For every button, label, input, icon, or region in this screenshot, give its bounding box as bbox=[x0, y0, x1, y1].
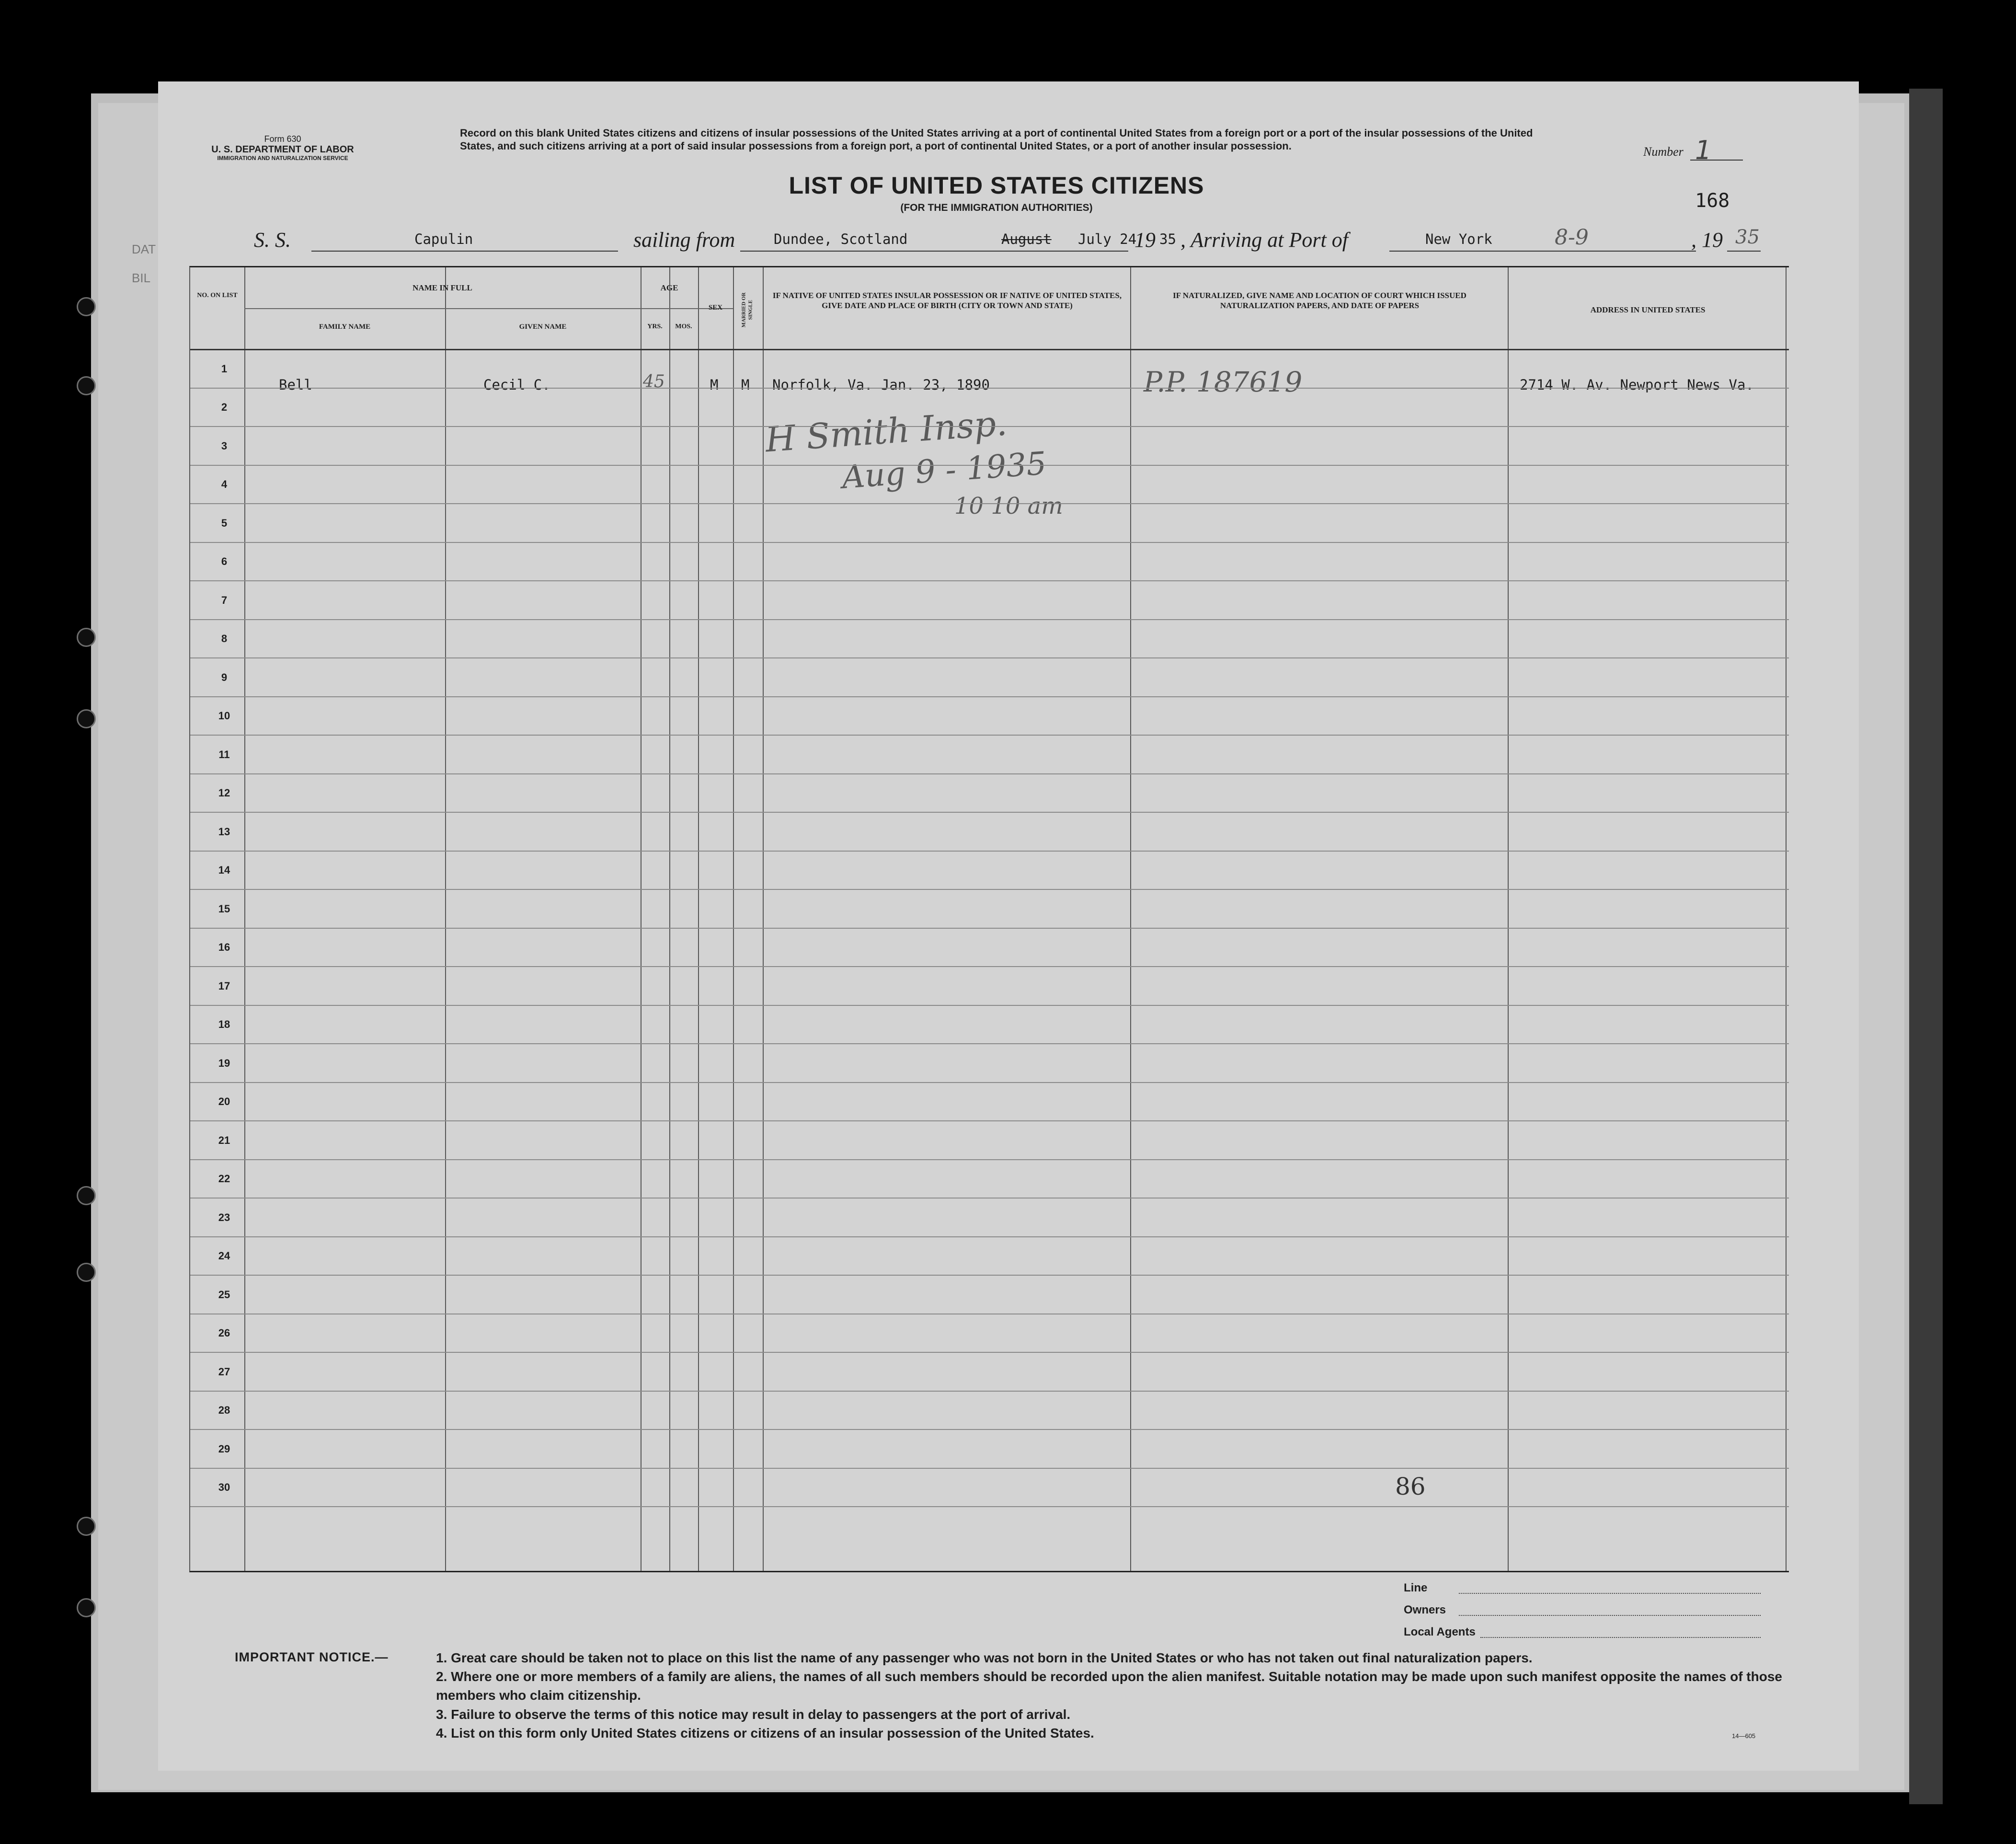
footer-label-owners: Owners bbox=[1404, 1603, 1446, 1616]
row-number: 26 bbox=[218, 1327, 230, 1339]
entry-address: 2714 W. Av. Newport News Va. bbox=[1520, 377, 1754, 393]
col-yrs: YRS. bbox=[647, 323, 663, 330]
col-address: ADDRESS IN UNITED STATES bbox=[1590, 305, 1706, 314]
row-rule bbox=[190, 1159, 1789, 1160]
row-number: 7 bbox=[221, 594, 228, 606]
row-number: 8 bbox=[221, 633, 228, 645]
entry-birth: Norfolk, Va. Jan. 23, 1890 bbox=[772, 377, 990, 393]
footer-label-line: Line bbox=[1404, 1581, 1428, 1594]
col-family-name: FAMILY NAME bbox=[319, 323, 371, 331]
punch-hole bbox=[77, 628, 96, 647]
service: IMMIGRATION AND NATURALIZATION SERVICE bbox=[217, 154, 348, 161]
row-number: 27 bbox=[218, 1365, 230, 1378]
row-rule bbox=[190, 1082, 1789, 1083]
form-number: Form 630 bbox=[264, 134, 301, 144]
punch-hole bbox=[77, 1186, 96, 1205]
side-mark: BIL bbox=[132, 271, 151, 285]
ship-name: Capulin bbox=[414, 231, 473, 247]
row-number: 17 bbox=[218, 980, 230, 992]
row-number: 19 bbox=[218, 1057, 230, 1069]
column-divider bbox=[763, 267, 764, 1571]
punch-hole bbox=[77, 376, 96, 395]
page-title: LIST OF UNITED STATES CITIZENS bbox=[789, 172, 1204, 199]
column-divider bbox=[1130, 267, 1131, 1571]
row-rule bbox=[190, 1120, 1789, 1121]
form-issuer bbox=[196, 134, 369, 161]
column-divider bbox=[445, 267, 446, 1571]
row-number: 12 bbox=[218, 787, 230, 799]
row-rule bbox=[190, 889, 1789, 890]
notice-item: 3. Failure to observe the terms of this notice may result in delay to passengers at the port of arrival. bbox=[436, 1706, 1071, 1722]
entry-sex: M bbox=[710, 377, 719, 393]
row-rule bbox=[190, 966, 1789, 967]
row-rule bbox=[190, 1198, 1789, 1199]
notice-item: 4. List on this form only United States citizens or citizens of an insular possession of the United States. bbox=[436, 1725, 1094, 1740]
inspection-time: 10 10 am bbox=[954, 493, 1063, 519]
row-rule bbox=[190, 388, 1789, 389]
column-divider bbox=[733, 267, 734, 1571]
column-divider bbox=[1786, 267, 1787, 1571]
row-rule bbox=[190, 542, 1789, 543]
row-number: 24 bbox=[218, 1250, 230, 1262]
row-rule bbox=[190, 773, 1789, 774]
row-number: 13 bbox=[218, 825, 230, 838]
arrival-date: 8-9 bbox=[1555, 225, 1589, 250]
column-divider bbox=[698, 267, 699, 1571]
row-rule bbox=[190, 812, 1789, 813]
row-rule bbox=[190, 696, 1789, 697]
row-number: 6 bbox=[221, 555, 228, 567]
row-number: 22 bbox=[218, 1173, 230, 1185]
year-prefix: 19 bbox=[1134, 228, 1156, 252]
row-number: 3 bbox=[221, 439, 228, 452]
passenger-table bbox=[189, 266, 1789, 1572]
row-number: 14 bbox=[218, 864, 230, 876]
row-rule bbox=[190, 1429, 1789, 1430]
footer-line bbox=[1404, 1581, 1476, 1603]
notice-item: 1. Great care should be taken not to place on this list the name of any passenger who was not born in the United States or who has not taken out final naturalization papers. bbox=[436, 1650, 1533, 1665]
ss-label: S. S. bbox=[254, 228, 291, 252]
row-rule bbox=[190, 580, 1789, 581]
ship-underline bbox=[311, 251, 618, 252]
row-number: 2 bbox=[221, 401, 228, 413]
port-from: Dundee, Scotland bbox=[774, 231, 908, 247]
row-number: 9 bbox=[221, 671, 228, 683]
row-rule bbox=[190, 1043, 1789, 1044]
header-bottom-rule bbox=[190, 349, 1789, 350]
row-rule bbox=[190, 1391, 1789, 1392]
row-number: 30 bbox=[218, 1481, 230, 1493]
col-birth: IF NATIVE OF UNITED STATES INSULAR POSSESSION OR IF NATIVE OF UNITED STATES, GIVE DATE AND PLACE OF BIRTH (CITY OR TOWN AND STATE) bbox=[772, 291, 1122, 311]
binder-edge bbox=[1909, 89, 1943, 1804]
page-number: 168 bbox=[1695, 190, 1730, 212]
port-to: New York bbox=[1425, 231, 1492, 247]
row-rule bbox=[190, 851, 1789, 852]
departure-year: 35 bbox=[1159, 231, 1176, 247]
row-rule bbox=[190, 619, 1789, 620]
footer-fields bbox=[1404, 1581, 1476, 1648]
col-name-in-full: NAME IN FULL bbox=[412, 283, 472, 292]
entry-age: 45 bbox=[643, 372, 665, 392]
row-rule bbox=[190, 1352, 1789, 1353]
col-age: AGE bbox=[660, 283, 678, 292]
entry-given-name: Cecil C. bbox=[483, 377, 550, 393]
number-underline bbox=[1690, 160, 1743, 161]
inspection-date: Aug 9 - 1935 bbox=[840, 445, 1048, 496]
header-subrule bbox=[244, 308, 733, 309]
row-number: 25 bbox=[218, 1288, 230, 1301]
row-rule bbox=[190, 928, 1789, 929]
arrival-underline bbox=[1389, 251, 1696, 252]
col-naturalized: IF NATURALIZED, GIVE NAME AND LOCATION OF COURT WHICH ISSUED NATURALIZATION PAPERS, AND DATE OF PAPERS bbox=[1173, 291, 1466, 311]
row-rule bbox=[190, 657, 1789, 658]
row-rule bbox=[190, 1275, 1789, 1276]
page-subtitle: (FOR THE IMMIGRATION AUTHORITIES) bbox=[900, 202, 1093, 213]
notice-heading: IMPORTANT NOTICE.— bbox=[235, 1650, 389, 1664]
column-divider bbox=[244, 267, 245, 1571]
row-number: 20 bbox=[218, 1095, 230, 1107]
department: U. S. DEPARTMENT OF LABOR bbox=[211, 144, 354, 155]
footer-owners bbox=[1404, 1603, 1476, 1625]
row-number: 15 bbox=[218, 902, 230, 915]
row-number: 10 bbox=[218, 710, 230, 722]
row-number: 28 bbox=[218, 1404, 230, 1416]
side-mark: DAT bbox=[132, 242, 156, 256]
row-rule bbox=[190, 465, 1789, 466]
row-rule bbox=[190, 735, 1789, 736]
entry-marital: M bbox=[741, 377, 750, 393]
notice-items bbox=[436, 1648, 1816, 1742]
row-number: 16 bbox=[218, 941, 230, 953]
col-sex: SEX bbox=[708, 304, 723, 311]
row-number: 29 bbox=[218, 1442, 230, 1455]
notice-item: 2. Where one or more members of a family are aliens, the names of all such members should be recorded upon the alien manifest. Suitable notation may be made upon such manifest opposite the names of those members who claim citizenship. bbox=[436, 1669, 1782, 1703]
arrival-year-prefix: , 19 bbox=[1691, 228, 1723, 252]
inspector-signature: H Smith Insp. bbox=[764, 403, 1008, 460]
arrival-year: 35 bbox=[1735, 226, 1760, 248]
punch-hole bbox=[77, 297, 96, 316]
row-number: 18 bbox=[218, 1018, 230, 1030]
col-no-on-list: NO. ON LIST bbox=[197, 292, 238, 299]
column-divider bbox=[669, 267, 670, 1571]
row-number: 1 bbox=[221, 362, 228, 375]
row-rule bbox=[190, 1468, 1789, 1469]
row-number: 5 bbox=[221, 517, 228, 529]
row-number: 4 bbox=[221, 478, 228, 490]
col-married-single: MARRIED OR SINGLE bbox=[741, 292, 753, 328]
record-instructions: Record on this blank United States citizens and citizens of insular possessions of the United States arriving at a port of continental United States from a foreign port or a port of the insular possessions of the United States, and such citizens arriving at a port of said insular possessions from a foreign port, a port of continental United States, or a port of another insular possession. bbox=[460, 127, 1533, 152]
struck-month: August bbox=[1001, 231, 1052, 247]
column-divider bbox=[1508, 267, 1509, 1571]
departure-date: July 24 bbox=[1078, 231, 1137, 247]
row-number: 11 bbox=[218, 748, 230, 761]
number-value: 1 bbox=[1695, 135, 1712, 165]
year-underline bbox=[1727, 251, 1761, 252]
punch-hole bbox=[77, 1598, 96, 1617]
row-rule bbox=[190, 1236, 1789, 1237]
punch-hole bbox=[77, 1517, 96, 1536]
corner-code: 14—605 bbox=[1732, 1732, 1756, 1740]
punch-hole bbox=[77, 709, 96, 728]
punch-hole bbox=[77, 1263, 96, 1282]
sailing-label: sailing from bbox=[633, 228, 735, 252]
footer-agents bbox=[1404, 1625, 1476, 1648]
entry-family-name: Bell bbox=[279, 377, 312, 393]
row-number: 21 bbox=[218, 1134, 230, 1146]
col-given-name: GIVEN NAME bbox=[519, 323, 567, 331]
col-mos: MOS. bbox=[675, 323, 692, 330]
number-label: Number bbox=[1643, 145, 1684, 159]
row-number: 23 bbox=[218, 1211, 230, 1223]
row-rule bbox=[190, 503, 1789, 504]
footer-label-agents: Local Agents bbox=[1404, 1625, 1476, 1638]
departure-underline bbox=[740, 251, 1128, 252]
row-rule bbox=[190, 426, 1789, 427]
row-rule bbox=[190, 1005, 1789, 1006]
arriving-label: , Arriving at Port of bbox=[1180, 228, 1348, 252]
row-rule bbox=[190, 1506, 1789, 1507]
entry-naturalization: P.P. 187619 bbox=[1144, 366, 1303, 398]
stamp-number: 86 bbox=[1395, 1473, 1426, 1500]
